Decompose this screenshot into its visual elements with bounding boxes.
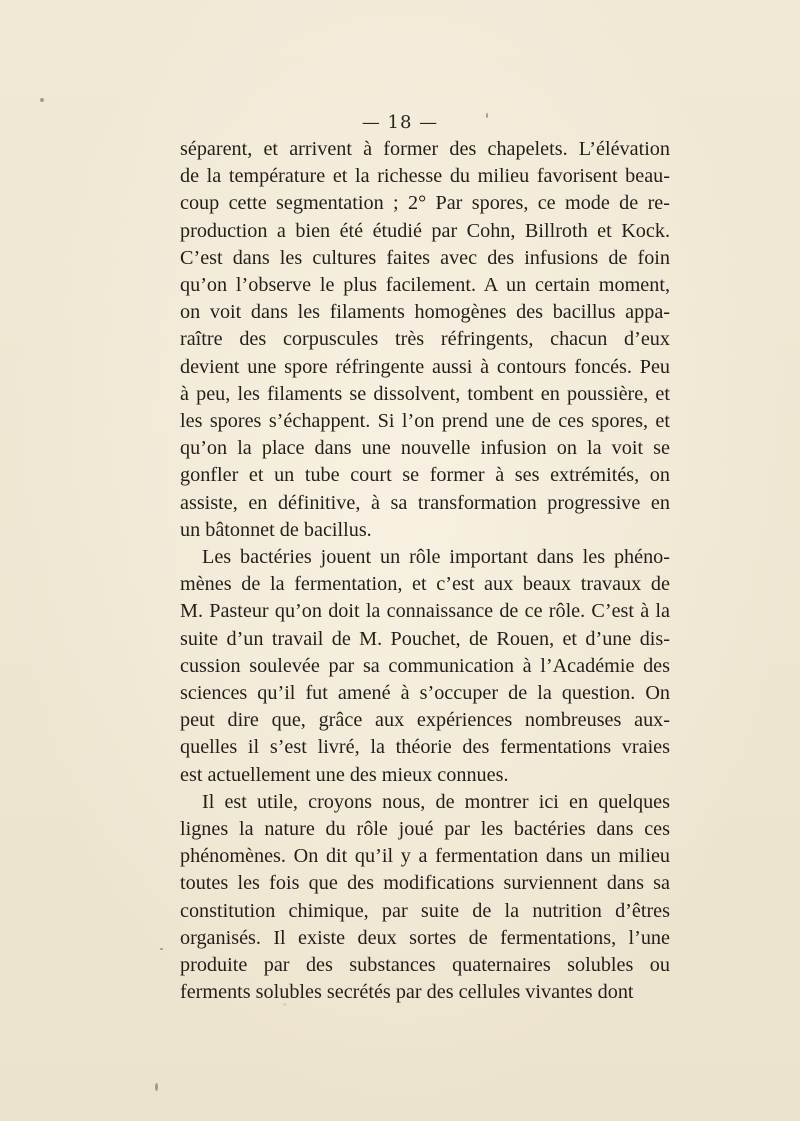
text-line: sciences qu’il fut amené à s’occuper de la question. On — [180, 682, 670, 705]
text-line: les spores s’échappent. Si l’on prend une de ces spores, et — [180, 410, 670, 433]
paragraph-1 — [180, 136, 670, 544]
text-line: cussion soulevée par sa communication à l’Académie des — [180, 654, 670, 677]
paper-speck — [155, 1083, 158, 1091]
text-line: ferments solubles secrétés par des cellules vivantes dont — [180, 981, 634, 1004]
body-text — [180, 136, 670, 1007]
text-line: qu’on l’observe le plus facilement. A un certain moment, — [180, 274, 670, 297]
text-line: mènes de la fermentation, et c’est aux beaux travaux de — [180, 573, 670, 596]
text-line: qu’on la place dans une nouvelle infusion on la voit se — [180, 437, 670, 460]
text-line: de la température et la richesse du milieu favorisent beau- — [180, 165, 670, 188]
text-line: devient une spore réfringente aussi à contours foncés. Peu — [180, 355, 670, 378]
text-line: on voit dans les filaments homogènes des bacillus appa- — [180, 301, 670, 324]
text-line: organisés. Il existe deux sortes de fermentations, l’une — [180, 926, 670, 949]
paper-speck — [40, 98, 44, 102]
text-line: C’est dans les cultures faites avec des infusions de foin — [180, 246, 670, 269]
paper-speck — [486, 113, 488, 118]
text-line: M. Pasteur qu’on doit la connaissance de ce rôle. C’est à la — [180, 600, 670, 623]
text-line: Il est utile, croyons nous, de montrer ici en quelques — [202, 790, 670, 813]
paragraph-2 — [180, 544, 670, 789]
text-line: un bâtonnet de bacillus. — [180, 518, 372, 541]
text-line: séparent, et arrivent à former des chapelets. L’élévation — [180, 138, 670, 160]
text-line: à peu, les filaments se dissolvent, tombent en poussière, et — [180, 382, 670, 405]
text-line: quelles il s’est livré, la théorie des fermentations vraies — [180, 736, 670, 759]
text-line: phénomènes. On dit qu’il y a fermentation dans un milieu — [180, 845, 670, 868]
page-number: — 18 — — [361, 112, 439, 133]
text-line: production a bien été étudié par Cohn, Billroth et Kock. — [180, 219, 670, 242]
text-line: constitution chimique, par suite de la nutrition d’êtres — [180, 899, 670, 922]
text-line: coup cette segmentation ; 2° Par spores, ce mode de re- — [180, 192, 670, 215]
text-line: gonfler et un tube court se former à ses extrémités, on — [180, 464, 670, 487]
text-line: lignes la nature du rôle joué par les bactéries dans ces — [180, 818, 670, 841]
text-line: peut dire que, grâce aux expériences nombreuses aux- — [180, 709, 670, 732]
text-line: produite par des substances quaternaires solubles ou — [180, 954, 670, 977]
paper-speck — [160, 948, 163, 950]
text-line: est actuellement une des mieux connues. — [180, 763, 509, 786]
text-line: toutes les fois que des modifications surviennent dans sa — [180, 872, 670, 895]
text-line: suite d’un travail de M. Pouchet, de Rouen, et d’une dis- — [180, 627, 670, 650]
paragraph-3 — [180, 789, 670, 1007]
text-line: Les bactéries jouent un rôle important dans les phéno- — [202, 546, 670, 569]
text-line: assiste, en définitive, à sa transformation progressive en — [180, 491, 670, 514]
text-line: raître des corpuscules très réfringents, chacun d’eux — [180, 328, 670, 351]
paper-speck — [283, 1003, 287, 1006]
